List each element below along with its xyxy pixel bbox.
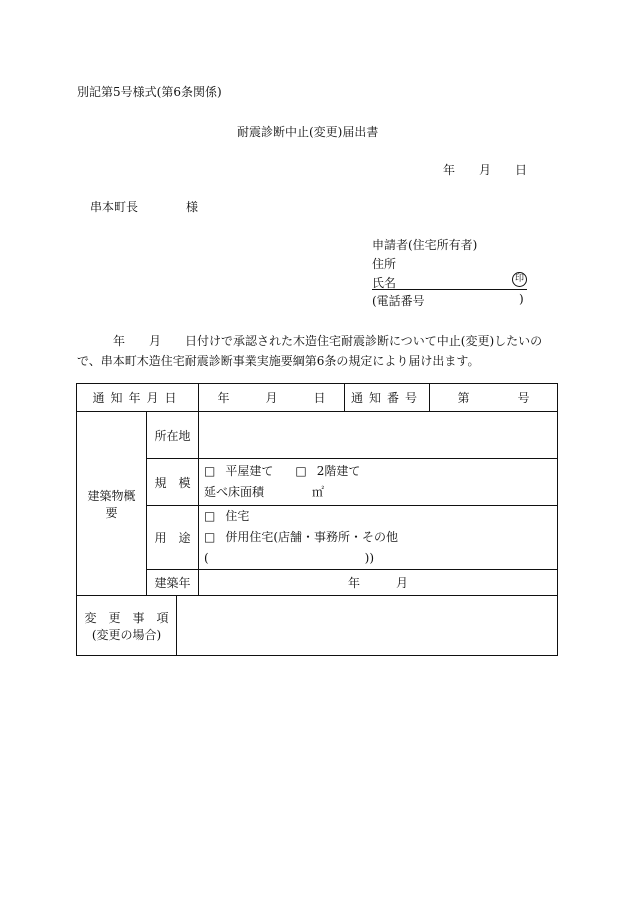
change-items-sub: (変更の場合): [91, 627, 162, 642]
address-label: 住所: [372, 257, 397, 271]
addressee: 串本町長 様: [90, 200, 199, 214]
notice-date-value: 年 月 日: [199, 384, 345, 412]
scale-option-2: 2階建て: [316, 464, 361, 478]
document-title: 耐震診断中止(変更)届出書: [237, 125, 379, 139]
scale-options: [199, 459, 558, 506]
checkbox-icon[interactable]: □: [204, 530, 216, 544]
notice-number-value: 第 号: [430, 384, 558, 412]
use-options: [199, 506, 558, 570]
form-table: [76, 383, 558, 656]
use-option-2: 併用住宅(店舗・事務所・その他( )): [204, 530, 399, 565]
phone-label: (電話番号: [372, 294, 425, 308]
change-items-label: [77, 596, 177, 656]
form-reference: 別記第5号様式(第6条関係): [77, 85, 222, 99]
name-label: 氏名: [372, 276, 397, 290]
submission-date: 年 月 日: [443, 163, 528, 177]
checkbox-icon[interactable]: □: [295, 464, 307, 478]
notice-date-label: 通知年月日: [77, 384, 199, 412]
location-value: [199, 412, 558, 459]
change-items-value: [177, 596, 558, 656]
checkbox-icon[interactable]: □: [204, 464, 216, 478]
phone-close: ): [519, 292, 524, 306]
use-option-1: 住宅: [225, 509, 250, 523]
applicant-heading: 申請者(住宅所有者): [372, 238, 478, 252]
built-year-label: 建築年: [147, 570, 199, 596]
body-text: [77, 331, 557, 371]
change-items-title: 変 更 事 項: [84, 610, 169, 625]
checkbox-icon[interactable]: □: [204, 509, 216, 523]
notice-number-label: 通知番号: [345, 384, 430, 412]
scale-label: 規 模: [147, 459, 199, 506]
body-line-2: で、串本町木造住宅耐震診断事業実施要綱第6条の規定により届け出ます。: [77, 354, 480, 368]
location-label: 所在地: [147, 412, 199, 459]
seal-mark: 印: [512, 272, 527, 287]
building-overview-label: 建築物概要: [77, 412, 147, 596]
name-underline: [372, 289, 527, 290]
scale-option-1: 平屋建て: [225, 464, 274, 478]
floor-area: 延べ床面積 ㎡: [204, 485, 325, 499]
use-label: 用 途: [147, 506, 199, 570]
body-line-1: 年 月 日付けで承認された木造住宅耐震診断について中止(変更)したいの: [77, 334, 543, 348]
built-year-value: 年 月: [199, 570, 558, 596]
